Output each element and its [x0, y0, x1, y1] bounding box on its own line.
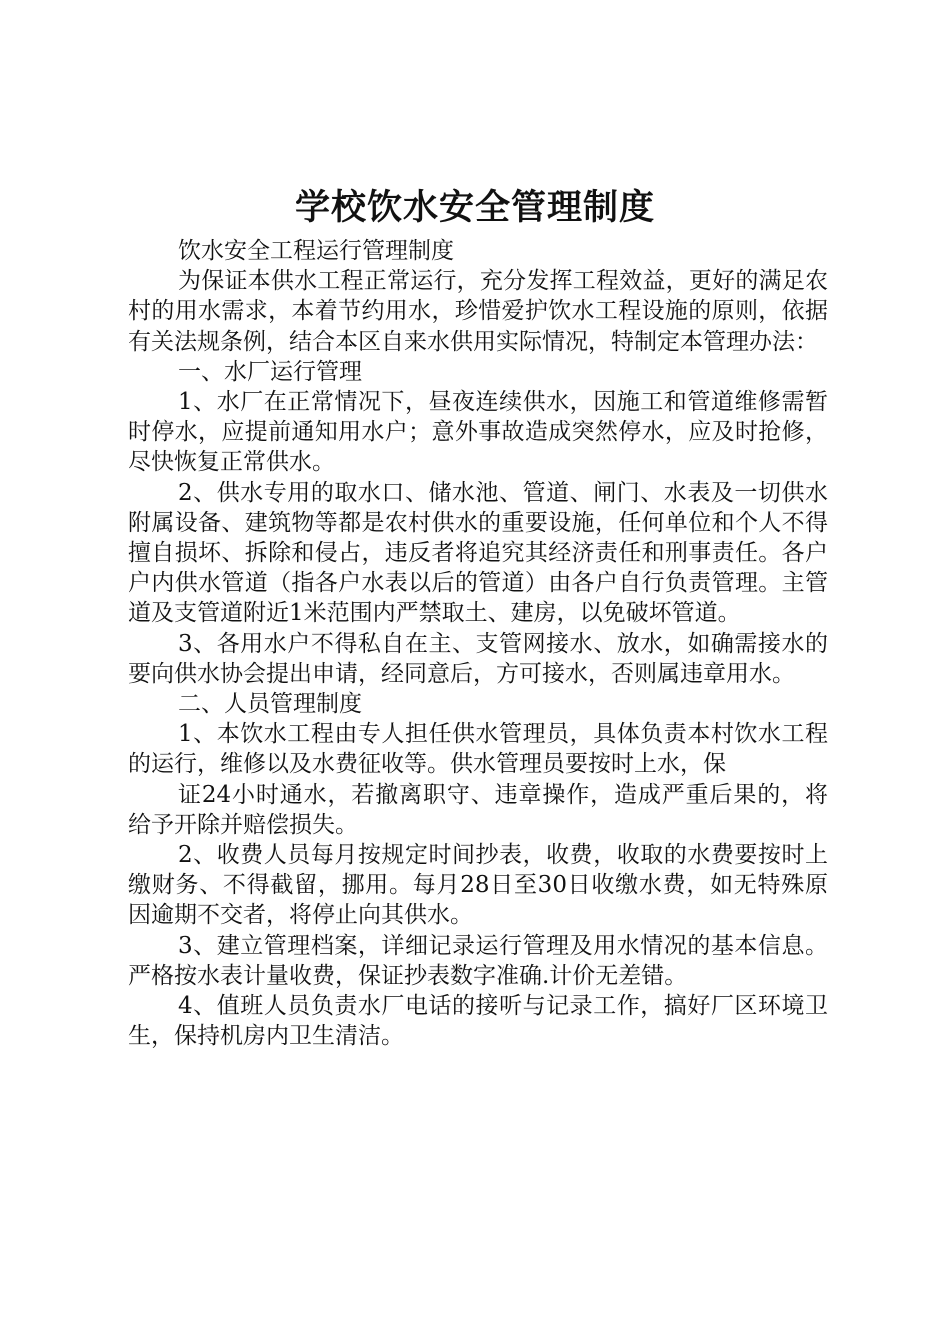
section1-item-3: 3、各用水户不得私自在主、支管网接水、放水，如确需接水的要向供水协会提出申请，经同意后，方可接水，否则属违章用水。 [128, 630, 828, 687]
section-heading-2: 二、人员管理制度 [178, 691, 362, 718]
section2-item-1-part1: 1、本饮水工程由专人担任供水管理员，具体负责本村饮水工程的运行，维修以及水费征收等。供水管理员要按时上水，保 [128, 721, 828, 778]
section2-item-3: 3、建立管理档案，详细记录运行管理及用水情况的基本信息。严格按水表计量收费，保证抄表数字准确.计价无差错。 [128, 932, 828, 989]
document-title: 学校饮水安全管理制度 [294, 188, 655, 228]
section2-item-1-part2: 证24小时通水，若撤离职守、违章操作，造成严重后果的，将给予开除并赔偿损失。 [128, 781, 828, 838]
intro-paragraph: 为保证本供水工程正常运行，充分发挥工程效益，更好的满足农村的用水需求，本着节约用水，珍惜爱护饮水工程设施的原则，依据有关法规条例，结合本区自来水供用实际情况，特制定本管理办法： [128, 268, 828, 355]
section2-item-2: 2、收费人员每月按规定时间抄表，收费，收取的水费要按时上缴财务、不得截留，挪用。每月28日至30日收缴水费，如无特殊原因逾期不交者，将停止向其供水。 [128, 842, 828, 929]
document-subtitle: 饮水安全工程运行管理制度 [178, 238, 454, 264]
section2-item-4: 4、值班人员负责水厂电话的接听与记录工作，搞好厂区环境卫生，保持机房内卫生清洁。 [128, 993, 828, 1050]
section-heading-1: 一、水厂运行管理 [178, 358, 362, 385]
section1-item-1: 1、水厂在正常情况下，昼夜连续供水，因施工和管道维修需暂时停水，应提前通知用水户；意外事故造成突然停水，应及时抢修，尽快恢复正常供水。 [128, 389, 828, 476]
section1-item-2: 2、供水专用的取水口、储水池、管道、闸门、水表及一切供水附属设备、建筑物等都是农村供水的重要设施，任何单位和个人不得擅自损坏、拆除和侵占，违反者将追究其经济责任和刑事责任。各户户内供水管道（指各户水表以后的管道）由各户自行负责管理。主管道及支管道附近1米范围内严禁取土、建房，以免破坏管道。 [128, 479, 828, 627]
document-body [128, 236, 828, 1051]
